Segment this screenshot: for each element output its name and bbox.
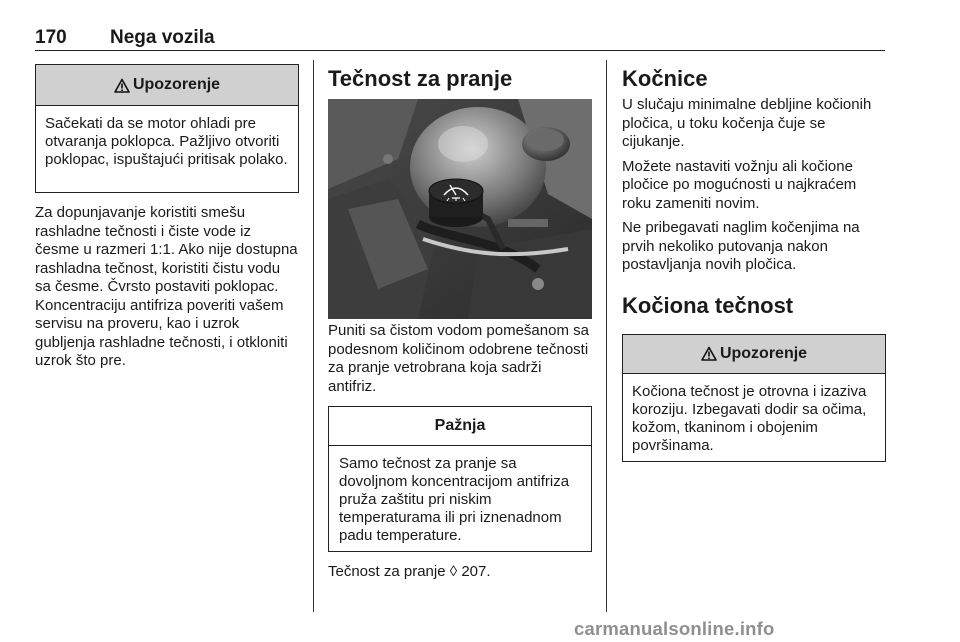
brakes-paragraph-2: Možete nastaviti vožnju ali kočione pločice po mogućnosti u najkraćem roku zameniti novim. bbox=[622, 157, 857, 212]
notice-box bbox=[328, 406, 592, 552]
column-divider bbox=[606, 60, 607, 612]
brake-warning-box-title: Upozorenje bbox=[719, 344, 808, 362]
column-3 bbox=[622, 64, 886, 462]
notice-box-header bbox=[329, 407, 591, 446]
brake-warning-box bbox=[622, 334, 886, 462]
section-heading-washer-fluid: Tečnost za pranje bbox=[328, 66, 513, 91]
warning-triangle-icon bbox=[701, 346, 717, 361]
cross-reference-page[interactable]: 207. bbox=[461, 563, 491, 580]
column-1 bbox=[35, 64, 299, 371]
cross-reference-text: Tečnost za pranje bbox=[328, 563, 446, 580]
notice-box-text: Samo tečnost za pranje sa dovoljnom koncentracijom antifriza pruža zaštitu pri niskim temperaturama ili pri iznenadnom padu temperature. bbox=[339, 455, 570, 544]
brake-warning-box-header bbox=[623, 335, 885, 374]
notice-box-title: Pažnja bbox=[434, 417, 486, 434]
brake-warning-box-text: Kočiona tečnost je otrovna i izaziva koroziju. Izbegavati dodir sa očima, kožom, tkaninom i obojenim površinama. bbox=[632, 382, 867, 454]
brakes-paragraph-1: U slučaju minimalne debljine kočionih pločica, u toku kočenja čuje se cijukanje. bbox=[622, 96, 872, 150]
watermark: carmanualsonline.info bbox=[574, 618, 775, 639]
warning-box bbox=[35, 64, 299, 193]
running-title: Nega vozila bbox=[110, 27, 215, 48]
column-2 bbox=[328, 64, 592, 594]
column-divider bbox=[313, 60, 314, 612]
coolant-paragraph: Za dopunjavanje koristiti smešu rashladne tečnosti i čiste vode iz česme u razmeri 1:1. Ako nije dostupna rashladna tečnost, koristiti čistu vodu sa česme. Čvrsto postaviti poklopac. Koncentraciju antifriza poveriti vašem servisu na proveru, kao i uzrok gubljenja rashladne tečnosti, i otkloniti uzrok što pre. bbox=[35, 204, 298, 369]
brakes-paragraph-3: Ne pribegavati naglim kočenjima na prvih nekoliko putovanja nakon postavljanja novih pločica. bbox=[622, 219, 860, 273]
page-header bbox=[35, 24, 885, 51]
section-heading-brakes: Kočnice bbox=[622, 66, 708, 91]
warning-triangle-icon bbox=[114, 78, 130, 93]
warning-box-header bbox=[36, 65, 298, 106]
cross-reference bbox=[328, 563, 592, 582]
page-reference-arrow-icon: ◊ bbox=[449, 563, 458, 580]
warning-box-title: Upozorenje bbox=[132, 76, 221, 93]
washer-fluid-paragraph: Puniti sa čistom vodom pomešanom sa podesnom količinom odobrene tečnosti za pranje vetrobrana koja sadrži antifriz. bbox=[328, 322, 589, 395]
engine-bay-photo bbox=[328, 99, 592, 319]
section-heading-brake-fluid: Kočiona tečnost bbox=[622, 292, 794, 318]
warning-box-text: Sačekati da se motor ohladi pre otvaranja poklopca. Pažljivo otvoriti poklopac, ispuštajući pritisak polako. bbox=[45, 115, 288, 168]
page-number: 170 bbox=[35, 27, 67, 48]
